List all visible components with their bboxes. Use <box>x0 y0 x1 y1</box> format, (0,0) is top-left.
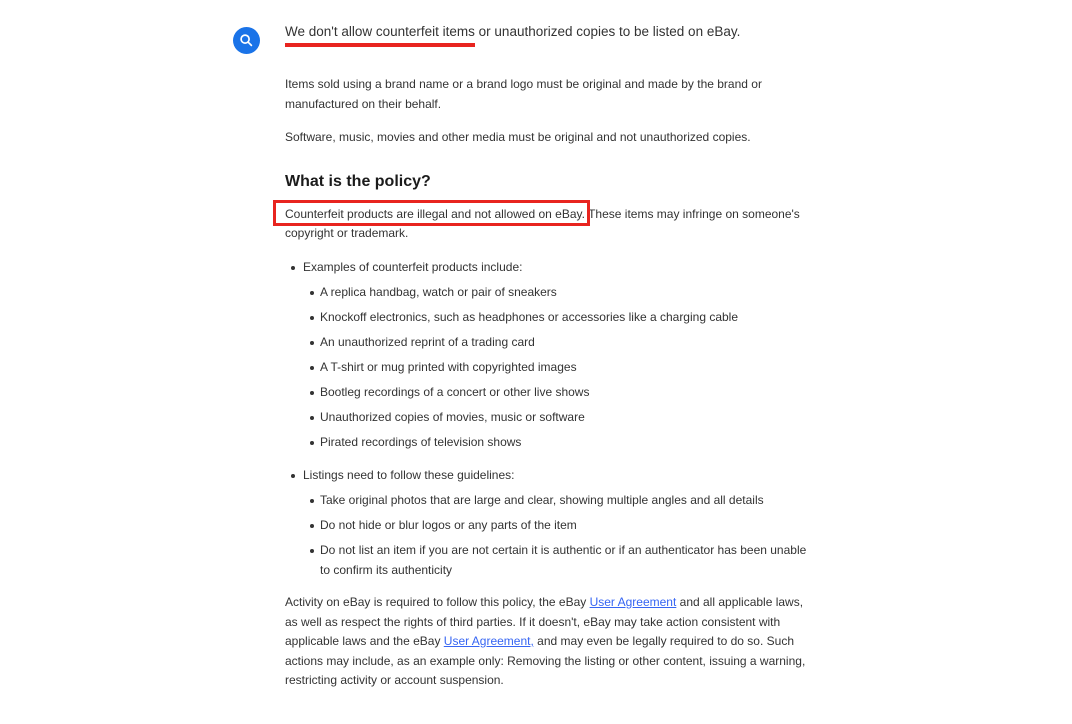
user-agreement-link[interactable]: User Agreement <box>589 595 677 609</box>
intro-paragraph-1: Items sold using a brand name or a brand logo must be original and made by the brand or manufactured on their behalf. <box>285 77 762 111</box>
legal-text-part3: and may even be legally required to do so. Such actions may include, as an example only: Removing the listing or other content, issuing a warning, restricting activity or account suspension. <box>285 634 806 687</box>
list-group-label: Listings need to follow these guidelines: <box>303 468 515 482</box>
list-group-label: Examples of counterfeit products include: <box>303 259 523 274</box>
list-item: Unauthorized copies of movies, music or software <box>303 408 815 428</box>
list-item: Bootleg recordings of a concert or other live shows <box>303 383 815 403</box>
summary-rest-text: or unauthorized copies to be listed on eBay. <box>474 24 741 39</box>
legal-paragraph <box>285 593 815 691</box>
user-agreement-link[interactable]: User Agreement, <box>443 634 534 648</box>
list-item: Do not hide or blur logos or any parts of the item <box>303 516 815 536</box>
list-group-guidelines <box>285 466 815 580</box>
list-item: An unauthorized reprint of a trading card <box>303 333 815 353</box>
boxed-policy-statement: Counterfeit products are illegal and not allowed on eBay. <box>285 206 585 221</box>
summary-underlined-text: We don't allow counterfeit items <box>285 24 475 47</box>
list-item: Do not list an item if you are not certain it is authentic or if an authenticator has been unable to confirm its authenticity <box>303 541 815 580</box>
policy-statement-rest: These items may infringe on someone's copyright or trademark. <box>285 206 800 240</box>
intro-paragraph-2: Software, music, movies and other media must be original and not unauthorized copies. <box>285 130 751 144</box>
list-item: A replica handbag, watch or pair of sneakers <box>303 283 815 303</box>
list-item: A T-shirt or mug printed with copyrighted images <box>303 358 815 378</box>
list-item: Knockoff electronics, such as headphones or accessories like a charging cable <box>303 308 815 328</box>
legal-text-part1: Activity on eBay is required to follow this policy, the eBay <box>285 595 590 609</box>
policy-summary <box>285 22 815 42</box>
search-button[interactable] <box>233 27 260 54</box>
search-icon <box>239 33 254 48</box>
legal-text-part2: and all applicable laws, as well as respect the rights of third parties. If it doesn't, eBay may take action consistent with applicable laws and the eBay <box>285 595 804 648</box>
policy-content <box>285 22 815 691</box>
section-heading: What is the policy? <box>285 172 431 190</box>
policy-list <box>285 258 815 581</box>
guidelines-sub-list <box>303 491 815 580</box>
list-item: Take original photos that are large and clear, showing multiple angles and all details <box>303 491 815 511</box>
examples-sub-list <box>303 283 815 453</box>
list-group-examples <box>285 258 815 453</box>
policy-statement-paragraph <box>285 205 815 244</box>
list-item: Pirated recordings of television shows <box>303 433 815 453</box>
